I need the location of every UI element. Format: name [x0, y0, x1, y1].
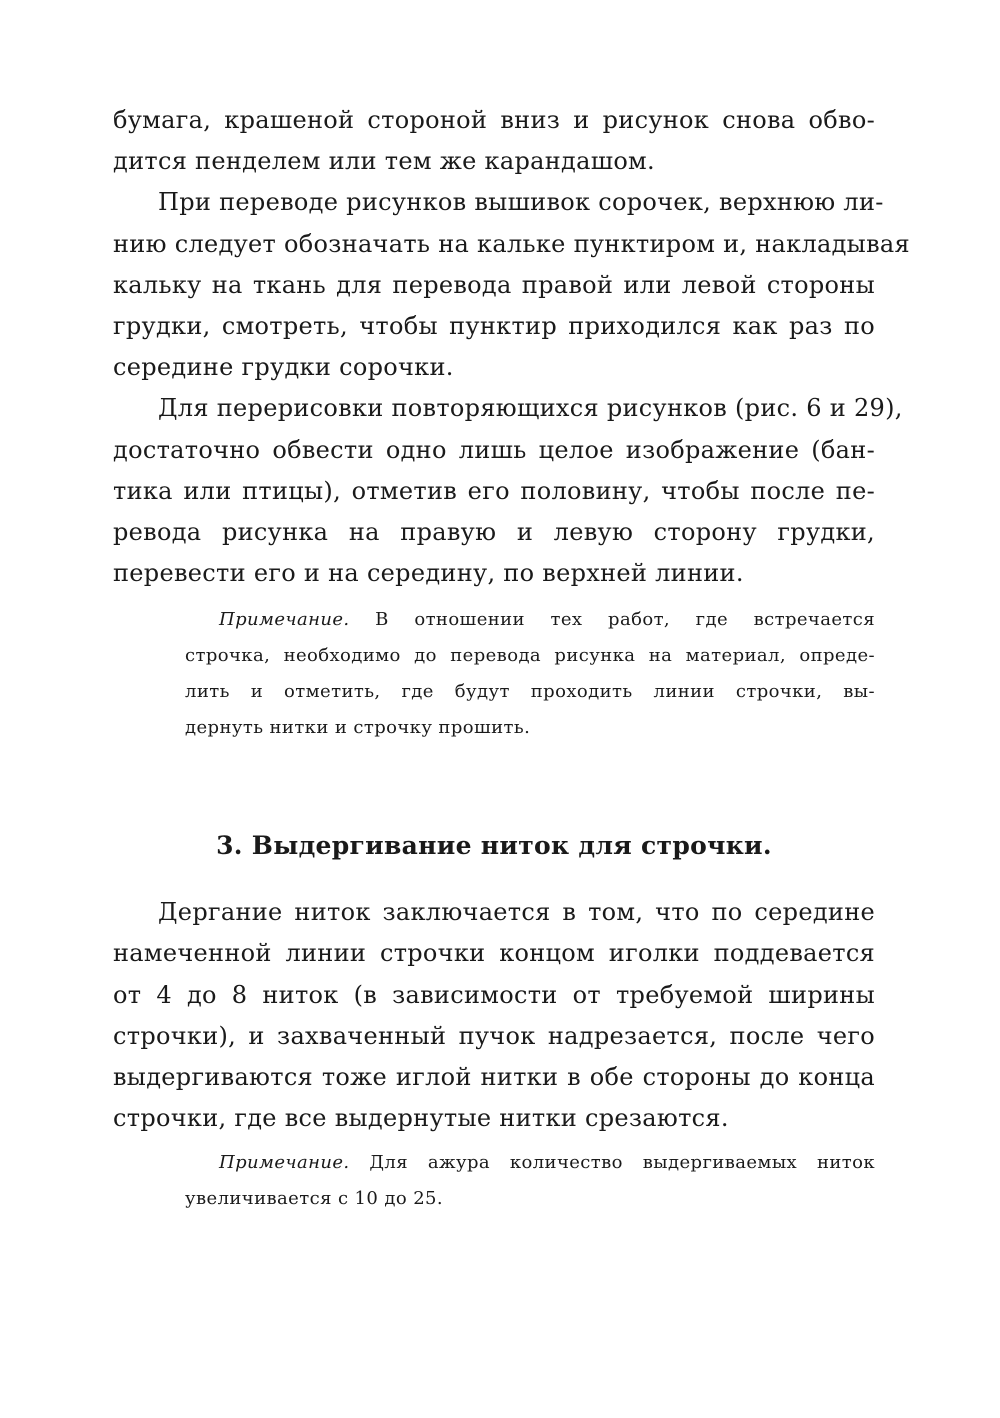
note-line: лить и отметить, где будут проходить линии строчки, вы- — [185, 681, 875, 703]
text-line: достаточно обвести одно лишь целое изображение (бан- — [113, 435, 875, 464]
text-line: от 4 до 8 ниток (в зависимости от требуемой ширины — [113, 980, 875, 1009]
note-label: Примечание. — [219, 1152, 350, 1174]
text-line: тика или птицы), отметив его половину, чтобы после пе- — [113, 476, 875, 505]
text-line: Дергание ниток заключается в том, что по середине — [158, 898, 875, 927]
note-label: Примечание. — [219, 609, 350, 631]
text-line: Для перерисовки повторяющихся рисунков (рис. 6 и 29), — [158, 394, 903, 423]
paragraph-2 — [113, 182, 910, 388]
note-1 — [185, 602, 875, 746]
section-heading: 3. Выдергивание ниток для строчки. — [216, 831, 772, 861]
document-page — [113, 100, 910, 1217]
text-line: ревода рисунка на правую и левую сторону грудки, — [113, 517, 875, 546]
text-line: строчки, где все выдернутые нитки срезаются. — [113, 1104, 729, 1133]
note-line — [185, 602, 875, 638]
text-line: дится пенделем или тем же карандашом. — [113, 147, 655, 176]
note-line: строчка, необходимо до перевода рисунка на материал, опреде- — [185, 645, 875, 667]
note-2 — [185, 1145, 875, 1217]
note-line: дернуть нитки и строчку прошить. — [185, 717, 531, 739]
paragraph-1 — [113, 100, 875, 182]
paragraph-3 — [113, 388, 903, 594]
text-line: намеченной линии строчки концом иголки поддевается — [113, 939, 875, 968]
note-line — [185, 1145, 875, 1181]
text-line: грудки, смотреть, чтобы пунктир приходился как раз по — [113, 311, 875, 340]
text-line: строчки), и захваченный пучок надрезается, после чего — [113, 1021, 875, 1050]
text-line: кальку на ткань для перевода правой или левой стороны — [113, 270, 875, 299]
text-line: нию следует обозначать на кальке пунктиром и, накладывая — [113, 229, 910, 258]
paragraph-4 — [113, 892, 875, 1139]
text-line: перевести его и на середину, по верхней линии. — [113, 559, 744, 588]
text-line: бумага, крашеной стороной вниз и рисунок снова обво- — [113, 106, 875, 134]
note-line: увеличивается с 10 до 25. — [185, 1188, 444, 1210]
note-text: Для ажура количество выдергиваемых ниток — [369, 1152, 875, 1174]
text-line: выдергиваются тоже иглой нитки в обе стороны до конца — [113, 1063, 875, 1091]
note-text: В отношении тех работ, где встречается — [375, 609, 875, 631]
text-line: При переводе рисунков вышивок сорочек, верхнюю ли- — [158, 188, 884, 217]
text-line: середине грудки сорочки. — [113, 353, 454, 382]
